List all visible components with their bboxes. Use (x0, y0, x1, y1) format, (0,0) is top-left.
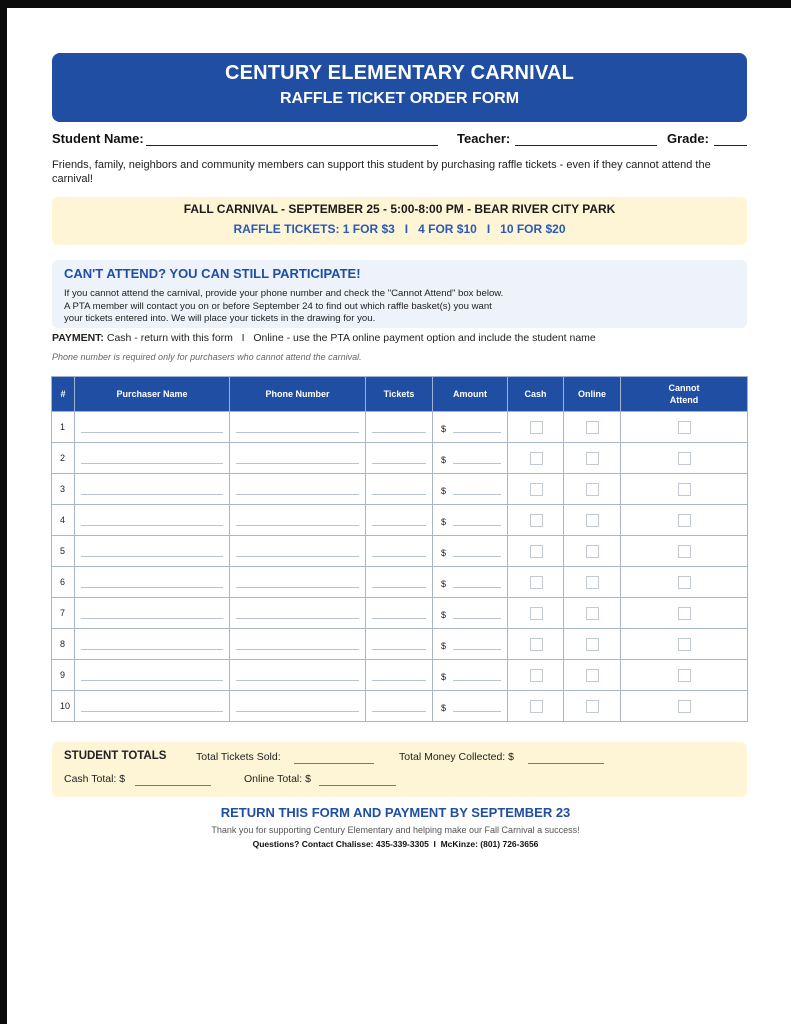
online-checkbox[interactable] (586, 576, 599, 589)
cash-cell (508, 629, 564, 660)
cash-cell (508, 691, 564, 722)
cannot-attend-cell (621, 598, 748, 629)
cash-checkbox[interactable] (530, 483, 543, 496)
field-underline (372, 618, 426, 619)
online-checkbox[interactable] (586, 700, 599, 713)
amount-field[interactable] (433, 691, 508, 722)
purchaser-name-field[interactable] (75, 598, 230, 629)
cant-attend-heading: CAN'T ATTEND? YOU CAN STILL PARTICIPATE! (64, 266, 361, 281)
cannot-attend-checkbox[interactable] (678, 638, 691, 651)
cash-cell (508, 474, 564, 505)
field-underline (453, 587, 501, 588)
tickets-field[interactable] (366, 629, 433, 660)
field-underline (372, 432, 426, 433)
amount-field[interactable] (433, 412, 508, 443)
purchaser-name-field[interactable] (75, 474, 230, 505)
purchaser-name-field[interactable] (75, 536, 230, 567)
contact-info: Questions? Contact Chalisse: 435-339-3305 I McKinze: (801) 726-3656 (252, 839, 539, 849)
phone-number-field[interactable] (230, 474, 366, 505)
row-number: 10 (60, 701, 71, 711)
online-cell (564, 536, 621, 567)
payment-label: PAYMENT: (52, 332, 104, 344)
field-underline (236, 525, 359, 526)
header-cannot-line2: Attend (669, 395, 699, 405)
field-underline (372, 649, 426, 650)
teacher-field[interactable] (515, 145, 657, 146)
cash-cell (508, 412, 564, 443)
field-underline (236, 711, 359, 712)
online-cell (564, 567, 621, 598)
row-number-cell (52, 443, 75, 474)
row-number: 4 (60, 515, 66, 525)
field-underline (453, 711, 501, 712)
table-row (52, 505, 748, 536)
field-underline (453, 432, 501, 433)
currency-symbol: $ (441, 486, 447, 496)
online-checkbox[interactable] (586, 669, 599, 682)
cash-checkbox[interactable] (530, 545, 543, 558)
purchaser-name-field[interactable] (75, 629, 230, 660)
phone-number-field[interactable] (230, 629, 366, 660)
cant-attend-instructions (64, 288, 664, 326)
online-cell (564, 660, 621, 691)
online-checkbox[interactable] (586, 452, 599, 465)
amount-field[interactable] (433, 598, 508, 629)
currency-symbol: $ (441, 517, 447, 527)
cannot-attend-checkbox[interactable] (678, 669, 691, 682)
tickets-field[interactable] (366, 443, 433, 474)
header-tickets: Tickets (366, 377, 433, 412)
cannot-attend-cell (621, 443, 748, 474)
order-rows (52, 412, 748, 722)
row-number: 3 (60, 484, 66, 494)
order-table (51, 376, 748, 722)
table-row (52, 567, 748, 598)
phone-number-field[interactable] (230, 412, 366, 443)
cannot-attend-checkbox[interactable] (678, 452, 691, 465)
cant-attend-line: A PTA member will contact you on or before September 24 to find out which raffle basket(s) you want (64, 300, 492, 312)
amount-field[interactable] (433, 536, 508, 567)
cash-cell (508, 660, 564, 691)
money-collected-field[interactable] (528, 763, 604, 764)
field-underline (81, 711, 223, 712)
field-underline (81, 587, 223, 588)
cant-attend-box (52, 260, 747, 328)
phone-number-field[interactable] (230, 598, 366, 629)
money-collected-label: Total Money Collected: $ (399, 751, 514, 763)
online-cell (564, 443, 621, 474)
online-checkbox[interactable] (586, 638, 599, 651)
cash-checkbox[interactable] (530, 700, 543, 713)
purchaser-name-field[interactable] (75, 443, 230, 474)
table-row (52, 691, 748, 722)
cash-checkbox[interactable] (530, 514, 543, 527)
row-number: 1 (60, 422, 66, 432)
cash-checkbox[interactable] (530, 452, 543, 465)
amount-field[interactable] (433, 505, 508, 536)
phone-note: Phone number is required only for purchasers who cannot attend the carnival. (52, 352, 362, 362)
table-row (52, 412, 748, 443)
currency-symbol: $ (441, 610, 447, 620)
row-number-cell (52, 567, 75, 598)
header-cannot-attend (621, 377, 748, 412)
online-cell (564, 691, 621, 722)
cannot-attend-checkbox[interactable] (678, 421, 691, 434)
ticket-pricing: RAFFLE TICKETS: 1 FOR $3 I 4 FOR $10 I 10 FOR $20 (233, 222, 566, 236)
table-row (52, 660, 748, 691)
header-amount: Amount (433, 377, 508, 412)
row-number-cell (52, 598, 75, 629)
online-cell (564, 412, 621, 443)
cash-cell (508, 443, 564, 474)
cannot-attend-cell (621, 691, 748, 722)
scan-border-top (0, 0, 791, 8)
field-underline (81, 556, 223, 557)
student-name-label: Student Name: (52, 131, 144, 146)
cannot-attend-cell (621, 505, 748, 536)
phone-number-field[interactable] (230, 443, 366, 474)
title-banner (52, 53, 747, 122)
cannot-attend-cell (621, 660, 748, 691)
phone-number-field[interactable] (230, 536, 366, 567)
teacher-label: Teacher: (457, 131, 511, 146)
online-total-label: Online Total: $ (244, 773, 311, 785)
header-num: # (52, 377, 75, 412)
cannot-attend-cell (621, 629, 748, 660)
row-number-cell (52, 660, 75, 691)
cash-total-field[interactable] (135, 785, 211, 786)
tickets-field[interactable] (366, 474, 433, 505)
online-checkbox[interactable] (586, 545, 599, 558)
student-totals-box (52, 742, 747, 797)
amount-field[interactable] (433, 443, 508, 474)
cant-attend-line: your tickets entered into. We will place your tickets in the drawing for you. (64, 313, 376, 324)
field-underline (81, 618, 223, 619)
currency-symbol: $ (441, 548, 447, 558)
header-phone: Phone Number (230, 377, 366, 412)
tickets-field[interactable] (366, 567, 433, 598)
cannot-attend-checkbox[interactable] (678, 700, 691, 713)
currency-symbol: $ (441, 424, 447, 434)
grade-field[interactable] (714, 145, 747, 146)
field-underline (81, 463, 223, 464)
form-title: CENTURY ELEMENTARY CARNIVAL (224, 62, 575, 84)
cash-cell (508, 567, 564, 598)
form-subtitle: RAFFLE TICKET ORDER FORM (279, 90, 520, 107)
field-underline (236, 587, 359, 588)
field-underline (236, 432, 359, 433)
thank-you-note: Thank you for supporting Century Elementary and helping make our Fall Carnival a success! (211, 825, 580, 835)
table-row (52, 598, 748, 629)
field-underline (372, 587, 426, 588)
field-underline (453, 680, 501, 681)
field-underline (81, 432, 223, 433)
table-header-row (52, 377, 748, 412)
online-cell (564, 629, 621, 660)
phone-number-field[interactable] (230, 567, 366, 598)
tickets-field[interactable] (366, 536, 433, 567)
amount-field[interactable] (433, 629, 508, 660)
scan-border-left (0, 0, 7, 1024)
cash-checkbox[interactable] (530, 607, 543, 620)
online-cell (564, 474, 621, 505)
row-number-cell (52, 412, 75, 443)
purchaser-name-field[interactable] (75, 660, 230, 691)
header-online: Online (564, 377, 621, 412)
field-underline (81, 525, 223, 526)
row-number-cell (52, 691, 75, 722)
online-cell (564, 505, 621, 536)
field-underline (236, 463, 359, 464)
header-cash: Cash (508, 377, 564, 412)
field-underline (236, 649, 359, 650)
cannot-attend-cell (621, 412, 748, 443)
field-underline (453, 556, 501, 557)
field-underline (453, 618, 501, 619)
table-row (52, 536, 748, 567)
row-number: 7 (60, 608, 66, 618)
phone-number-field[interactable] (230, 691, 366, 722)
cannot-attend-cell (621, 536, 748, 567)
cannot-attend-checkbox[interactable] (678, 607, 691, 620)
row-number: 9 (60, 670, 66, 680)
event-details: FALL CARNIVAL - SEPTEMBER 25 - 5:00-8:00 PM - BEAR RIVER CITY PARK (183, 202, 616, 216)
online-total-field[interactable] (319, 785, 396, 786)
intro-text: Friends, family, neighbors and community members can support this student by purchasing raffle tickets - even if they cannot attend the carnival! (52, 159, 711, 185)
table-row (52, 443, 748, 474)
currency-symbol: $ (441, 641, 447, 651)
cannot-attend-checkbox[interactable] (678, 545, 691, 558)
cash-total-label: Cash Total: $ (64, 773, 126, 785)
table-row (52, 474, 748, 505)
field-underline (372, 556, 426, 557)
purchaser-name-field[interactable] (75, 505, 230, 536)
purchaser-name-field[interactable] (75, 691, 230, 722)
header-purchaser: Purchaser Name (75, 377, 230, 412)
tickets-field[interactable] (366, 691, 433, 722)
header-cannot-line1: Cannot (668, 383, 700, 393)
online-cell (564, 598, 621, 629)
tickets-field[interactable] (366, 505, 433, 536)
row-number: 6 (60, 577, 66, 587)
currency-symbol: $ (441, 455, 447, 465)
row-number: 2 (60, 453, 66, 463)
field-underline (81, 680, 223, 681)
field-underline (453, 494, 501, 495)
tickets-field[interactable] (366, 660, 433, 691)
cannot-attend-cell (621, 474, 748, 505)
cash-checkbox[interactable] (530, 638, 543, 651)
cash-cell (508, 505, 564, 536)
currency-symbol: $ (441, 672, 447, 682)
student-name-field[interactable] (146, 145, 438, 146)
field-underline (372, 494, 426, 495)
tickets-field[interactable] (366, 598, 433, 629)
phone-number-field[interactable] (230, 660, 366, 691)
row-number: 5 (60, 546, 66, 556)
grade-label: Grade: (667, 131, 709, 146)
return-deadline: RETURN THIS FORM AND PAYMENT BY SEPTEMBER 23 (220, 805, 571, 820)
cant-attend-line: If you cannot attend the carnival, provide your phone number and check the "Cannot Attend" box below. (64, 288, 504, 299)
cash-cell (508, 536, 564, 567)
cash-checkbox[interactable] (530, 669, 543, 682)
row-number-cell (52, 474, 75, 505)
purchaser-name-field[interactable] (75, 412, 230, 443)
field-underline (372, 711, 426, 712)
table-row (52, 629, 748, 660)
field-underline (81, 649, 223, 650)
field-underline (81, 494, 223, 495)
online-checkbox[interactable] (586, 483, 599, 496)
amount-field[interactable] (433, 660, 508, 691)
cash-cell (508, 598, 564, 629)
field-underline (236, 618, 359, 619)
tickets-field[interactable] (366, 412, 433, 443)
field-underline (236, 556, 359, 557)
event-info-box (52, 197, 747, 245)
field-underline (372, 463, 426, 464)
amount-field[interactable] (433, 567, 508, 598)
cannot-attend-checkbox[interactable] (678, 514, 691, 527)
payment-info (52, 332, 596, 344)
amount-field[interactable] (433, 474, 508, 505)
purchaser-name-field[interactable] (75, 567, 230, 598)
field-underline (236, 494, 359, 495)
phone-number-field[interactable] (230, 505, 366, 536)
row-number-cell (52, 629, 75, 660)
row-number-cell (52, 505, 75, 536)
field-underline (453, 649, 501, 650)
row-number: 8 (60, 639, 66, 649)
online-checkbox[interactable] (586, 421, 599, 434)
row-number-cell (52, 536, 75, 567)
cash-checkbox[interactable] (530, 421, 543, 434)
cannot-attend-cell (621, 567, 748, 598)
tickets-sold-field[interactable] (294, 763, 374, 764)
field-underline (453, 525, 501, 526)
cash-checkbox[interactable] (530, 576, 543, 589)
payment-text: Cash - return with this form I Online - use the PTA online payment option and include the student name (106, 332, 596, 344)
currency-symbol: $ (441, 579, 447, 589)
online-checkbox[interactable] (586, 607, 599, 620)
cannot-attend-checkbox[interactable] (678, 576, 691, 589)
totals-heading: STUDENT TOTALS (64, 750, 167, 762)
online-checkbox[interactable] (586, 514, 599, 527)
field-underline (372, 680, 426, 681)
cannot-attend-checkbox[interactable] (678, 483, 691, 496)
tickets-sold-label: Total Tickets Sold: (196, 751, 281, 763)
currency-symbol: $ (441, 703, 447, 713)
field-underline (453, 463, 501, 464)
field-underline (236, 680, 359, 681)
field-underline (372, 525, 426, 526)
